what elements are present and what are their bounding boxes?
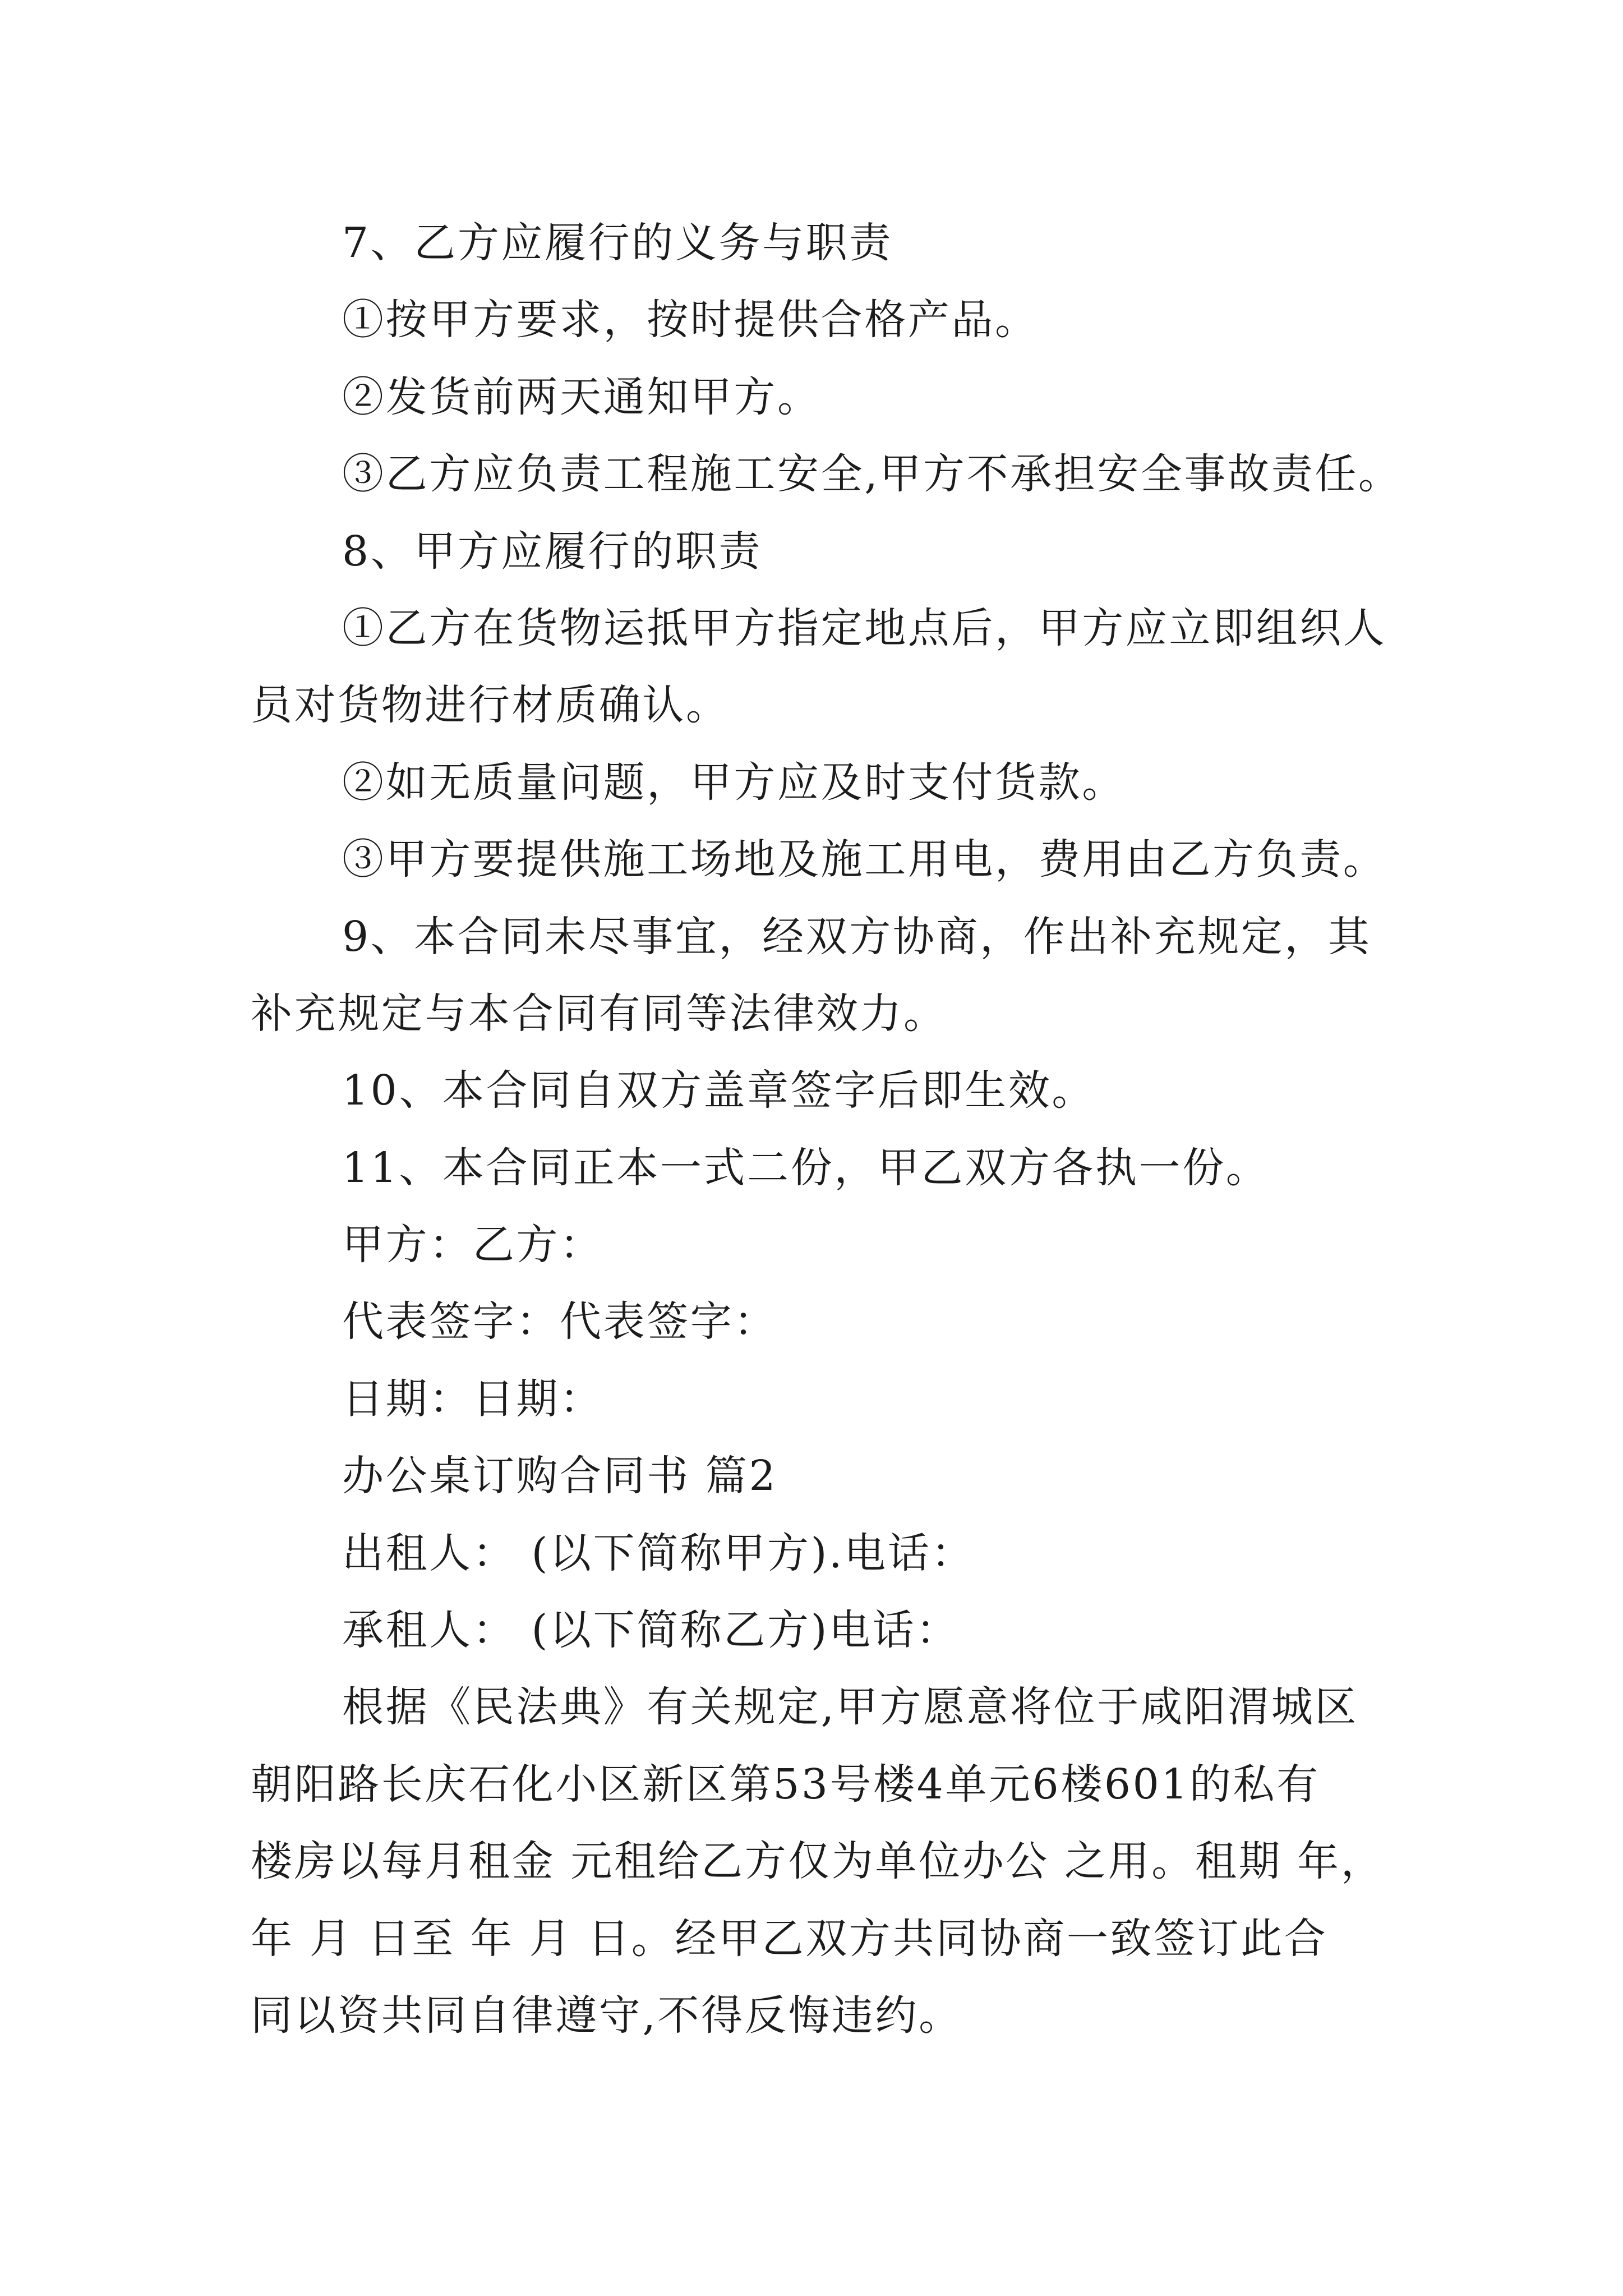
text-line: 甲方：乙方： <box>342 1221 603 1269</box>
text-line: ③甲方要提供施工场地及施工用电，费用由乙方负责。 <box>342 835 1387 884</box>
text-line: 11、本合同正本一式二份，甲乙双方各执一份。 <box>342 1143 1270 1192</box>
text-line: 10、本合同自双方盖章签字后即生效。 <box>342 1066 1095 1115</box>
text-line: 7、乙方应履行的义务与职责 <box>342 219 893 267</box>
text-line: 补充规定与本合同有同等法律效力。 <box>251 989 947 1038</box>
clause-9 <box>251 899 1484 1053</box>
text-line: 员对货物进行材质确认。 <box>251 681 730 730</box>
text-line: ①乙方在货物运抵甲方指定地点后，甲方应立即组织人 <box>342 604 1387 652</box>
clause-7-heading <box>251 205 1484 282</box>
text-line: 办公桌订购合同书 篇2 <box>342 1452 778 1501</box>
lessee-line <box>251 1592 1484 1669</box>
text-line: 承租人： (以下简称乙方)电话： <box>342 1606 960 1655</box>
text-line: 朝阳路长庆石化小区新区第53号楼4单元6楼601的私有 <box>251 1760 1320 1809</box>
text-line: 9、本合同未尽事宜，经双方协商，作出补充规定，其 <box>342 912 1372 961</box>
text-line: 同以资共同自律遵守,不得反悔违约。 <box>251 1991 962 2040</box>
text-line: ②如无质量问题，甲方应及时支付货款。 <box>342 758 1126 807</box>
text-line: ③乙方应负责工程施工安全,甲方不承担安全事故责任。 <box>342 450 1402 499</box>
text-line: 日期：日期： <box>342 1374 603 1423</box>
clause-11 <box>251 1130 1484 1207</box>
text-line: 楼房以每月租金 元租给乙方仅为单位办公 之用。租期 年， <box>251 1837 1385 1886</box>
clause-8-heading <box>251 513 1484 590</box>
text-line: 8、甲方应履行的职责 <box>342 527 763 576</box>
clause-8-item-1 <box>251 590 1484 744</box>
clause-7-item-1 <box>251 282 1484 358</box>
clause-8-item-2 <box>251 744 1484 821</box>
clause-7-item-2 <box>251 359 1484 436</box>
signature-dates <box>251 1361 1484 1438</box>
clause-7-item-3 <box>251 436 1484 513</box>
clause-10 <box>251 1052 1484 1129</box>
lease-terms-paragraph <box>251 1669 1484 2054</box>
text-line: 年 月 日至 年 月 日。经甲乙双方共同协商一致签订此合 <box>251 1914 1328 1963</box>
text-line: ①按甲方要求，按时提供合格产品。 <box>342 296 1039 344</box>
text-line: 代表签字：代表签字： <box>342 1297 777 1346</box>
text-line: ②发货前两天通知甲方。 <box>342 372 821 421</box>
text-line: 根据《民法典》有关规定,甲方愿意将位于咸阳渭城区 <box>342 1683 1358 1732</box>
clause-8-item-3 <box>251 821 1484 898</box>
text-line: 出租人： (以下简称甲方).电话： <box>342 1529 975 1577</box>
signature-representatives <box>251 1283 1484 1360</box>
document-body <box>251 205 1484 2054</box>
lessor-line <box>251 1515 1484 1592</box>
section-title <box>251 1438 1484 1515</box>
signature-parties <box>251 1207 1484 1283</box>
